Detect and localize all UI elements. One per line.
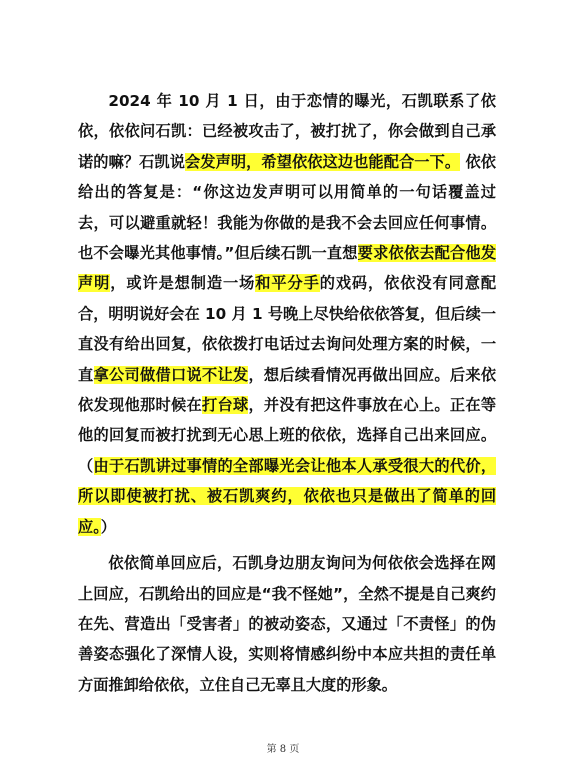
text-segment: 依依给出的答复是：“你这边发声明可以用简单的一句话覆盖过去，可以避重就轻！我能为你做的是我不会去回应任何事情。也不会曝光其他事情。”但后续石凯一直想 — [78, 152, 496, 263]
document-body — [78, 86, 496, 700]
text-segment: 的戏码，依依没有同意配合，明明说好会在 10 月 1 号晚上尽快给依依答复，但后续一直没有给出回复，依依拨打电话过去询问处理方案的时候，一直 — [78, 274, 497, 384]
page-number: 第 8 页 — [266, 744, 300, 755]
text-segment: 2024 年 10 月 1 日，由于恋情的曝光，石凯联系了依依，依依问石凯：已经被攻击了，被打扰了，你会做到自己承诺的嘛？石凯说 — [78, 92, 496, 171]
highlighted-text: 由于石凯讲过事情的全部曝光会让他本人承受很大的代价，所以即使被打扰、被石凯爽约，依依也只是做出了简单的回应。 — [78, 456, 497, 536]
highlighted-text: 和平分手 — [255, 274, 320, 293]
paragraph-1 — [78, 86, 496, 542]
highlighted-text: 会发声明，希望依依这边也能配合一下。 — [185, 152, 461, 171]
highlighted-text: 要求依依去配合他发声明 — [78, 244, 497, 293]
highlighted-text: 拿公司做借口说不让发 — [93, 365, 249, 384]
paragraph-2 — [78, 548, 496, 700]
text-segment: ，或许是想制造一场 — [110, 274, 256, 293]
text-segment: ，想后续看情况再做出回应。后来依依发现他那时候在 — [78, 365, 497, 415]
text-segment: ） — [100, 517, 116, 536]
text-segment: ，并没有把这件事放在心上。正在等他的回复而被打扰到无心思上班的依依，选择自己出来回应。（ — [78, 396, 497, 475]
highlighted-text: 打台球 — [201, 396, 249, 415]
text-segment: 依依简单回应后，石凯身边朋友询问为何依依会选择在网上回应，石凯给出的回应是“我不怪她”，全然不提是自己爽约在先、营造出「受害者」的被动姿态，又通过「不责怪」的伪善姿态强化了深情人设，实则将情感纠纷中本应共担的责任单方面推卸给依依，立住自己无辜且大度的形象。 — [78, 554, 496, 694]
